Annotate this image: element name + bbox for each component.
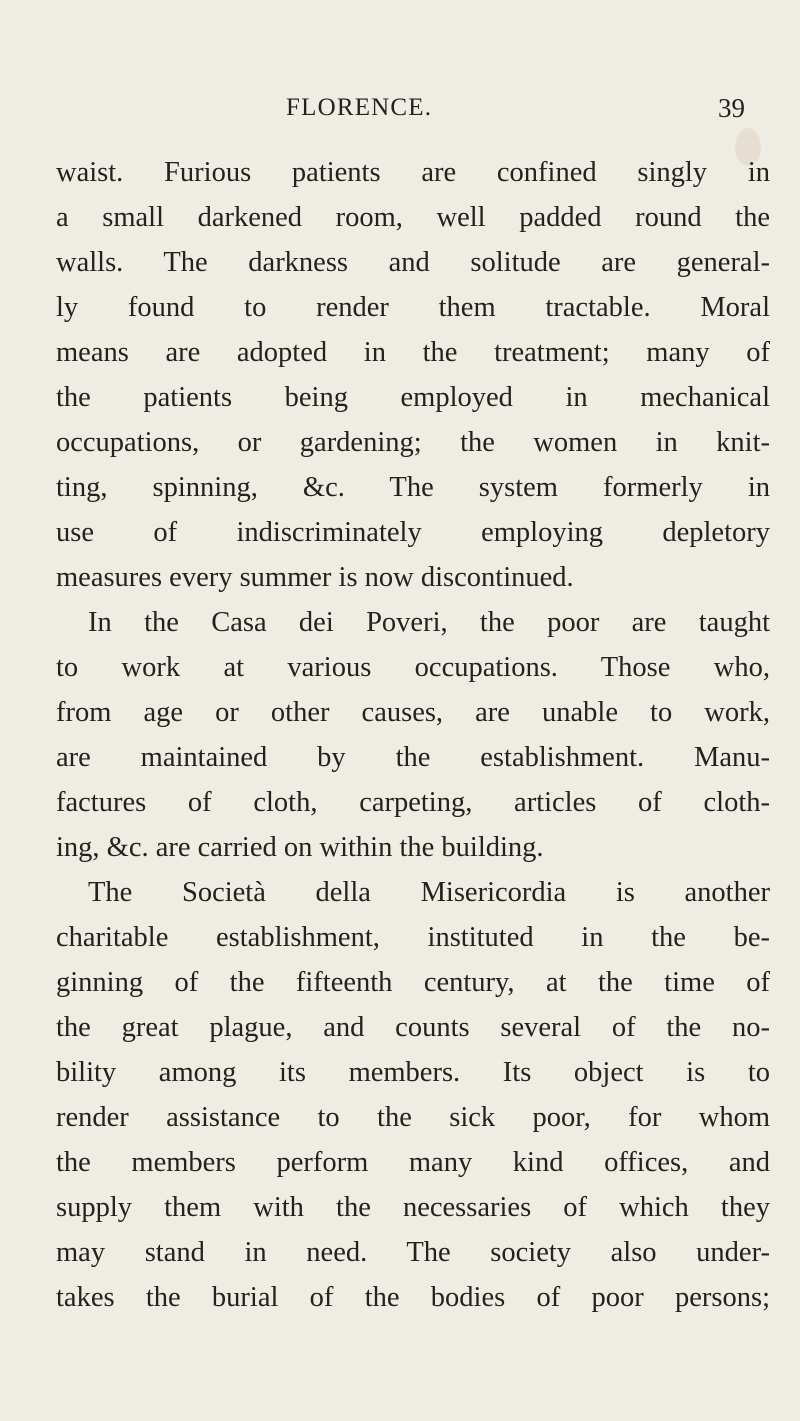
text-line: may stand in need. The society also under- — [56, 1237, 770, 1268]
text-line: are maintained by the establishment. Manu- — [56, 742, 770, 773]
text-line: ting, spinning, &c. The system formerly in — [56, 472, 770, 503]
text-line: bility among its members. Its object is to — [56, 1057, 770, 1088]
text-line: waist. Furious patients are confined singly in — [56, 157, 770, 188]
paragraph-first-line: In the Casa dei Poveri, the poor are taught — [88, 607, 770, 638]
text-line: means are adopted in the treatment; many of — [56, 337, 770, 368]
page-number: 39 — [718, 93, 745, 123]
text-line: measures every summer is now discontinued. — [56, 562, 574, 593]
paragraph-first-line: The Società della Misericordia is another — [88, 877, 770, 908]
text-line: ing, &c. are carried on within the building. — [56, 832, 544, 863]
text-line: charitable establishment, instituted in the be- — [56, 922, 770, 953]
text-line: use of indiscriminately employing depletory — [56, 517, 770, 548]
text-line: the patients being employed in mechanical — [56, 382, 770, 413]
text-line: supply them with the necessaries of which they — [56, 1192, 770, 1223]
text-line: the great plague, and counts several of the no- — [56, 1012, 770, 1043]
text-line: render assistance to the sick poor, for whom — [56, 1102, 770, 1133]
text-line: to work at various occupations. Those who, — [56, 652, 770, 683]
text-line: takes the burial of the bodies of poor persons; — [56, 1282, 770, 1313]
text-line: occupations, or gardening; the women in knit- — [56, 427, 770, 458]
text-line: factures of cloth, carpeting, articles of cloth- — [56, 787, 770, 818]
text-line: ly found to render them tractable. Moral — [56, 292, 770, 323]
text-line: the members perform many kind offices, and — [56, 1147, 770, 1178]
text-line: from age or other causes, are unable to work, — [56, 697, 770, 728]
running-head-title: FLORENCE. — [286, 94, 433, 121]
text-line: ginning of the fifteenth century, at the time of — [56, 967, 770, 998]
text-line: walls. The darkness and solitude are general- — [56, 247, 770, 278]
text-line: a small darkened room, well padded round the — [56, 202, 770, 233]
